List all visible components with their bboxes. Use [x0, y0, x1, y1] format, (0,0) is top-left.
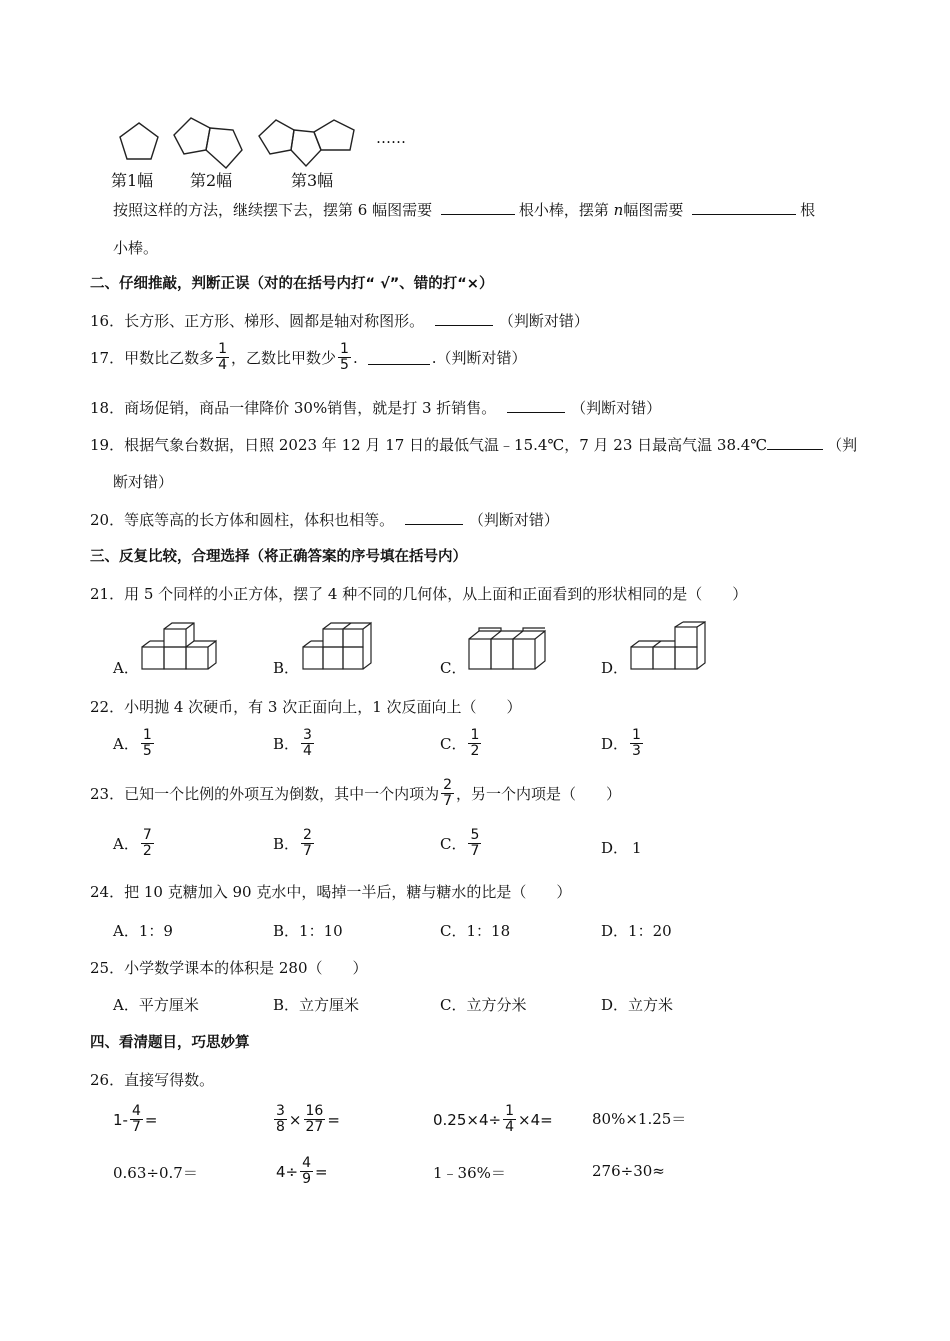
q18-tail: （判断对错）: [571, 399, 662, 417]
q21-option-c-label: C．: [440, 659, 467, 677]
pattern-question-line1: [113, 199, 815, 220]
expr-4: 80%×1.25＝: [592, 1110, 687, 1128]
q21-cube-figure-a: [141, 622, 221, 672]
q22-option-a[interactable]: A． $\frac{1}{5}$: [113, 727, 152, 759]
q16-tail: （判断对错）: [498, 312, 589, 330]
question-23: 23．已知一个比例的外项互为倒数，其中一个内项为 $\frac{2}{7}$ ，另一个内项是（ ）: [90, 777, 622, 809]
q21-cube-figure-c: [468, 627, 563, 677]
question-17: [90, 342, 527, 373]
q17-fraction-1: $\frac{1}{4}$: [218, 341, 228, 373]
q23-option-b[interactable]: B． $\frac{2}{7}$: [273, 827, 312, 859]
q20-tail: （判断对错）: [468, 511, 559, 529]
question-19: [90, 434, 857, 455]
pentagon-figure-3: [256, 112, 371, 172]
q22-option-d[interactable]: D． $\frac{1}{3}$: [601, 727, 641, 759]
pattern-label-3: 第3幅: [291, 171, 334, 190]
pattern-ellipsis: ……: [376, 129, 406, 147]
expr-5: 0.63÷0.7＝: [113, 1164, 198, 1182]
pattern-text-b: 根小棒，摆第: [518, 201, 609, 219]
q20-text: 20．等底等高的长方体和圆柱，体积也相等。: [90, 511, 395, 529]
q18-blank[interactable]: [507, 398, 565, 413]
section-3-title: 三、反复比较，合理选择（将正确答案的序号填在括号内）: [90, 549, 467, 565]
answer-blank-6th[interactable]: [441, 200, 515, 215]
section-4-title: 四、看清题目，巧思妙算: [90, 1035, 250, 1051]
q25-option-b[interactable]: B．立方厘米: [273, 996, 360, 1014]
pattern-text-c: 幅图需要: [623, 201, 684, 219]
q24-option-c[interactable]: C．1：18: [440, 922, 511, 940]
answer-blank-nth[interactable]: [692, 200, 796, 215]
q18-text: 18．商场促销，商品一律降价 30%销售，就是打 3 折销售。: [90, 399, 497, 417]
q24-option-a[interactable]: A．1：9: [113, 922, 173, 940]
question-26: 26．直接写得数。: [90, 1071, 215, 1089]
pentagon-figure-2: [170, 110, 260, 170]
section-2-title: 二、仔细推敲，判断正误（对的在括号内打“ √”、错的打“×）: [90, 276, 494, 292]
q25-option-c[interactable]: C．立方分米: [440, 996, 527, 1014]
q23-option-a[interactable]: A． $\frac{7}{2}$: [113, 827, 152, 859]
q21-option-a-label: A．: [113, 659, 139, 677]
pattern-question-line2: 小棒。: [113, 239, 159, 257]
q23-option-c[interactable]: C． $\frac{5}{7}$: [440, 827, 480, 859]
expr-2: $\frac{3}{8}$ × $\frac{16}{27}$ =: [276, 1103, 340, 1135]
expr-8: 276÷30≈: [592, 1162, 665, 1180]
pattern-text-d: 根: [800, 201, 816, 219]
q17-text-b: ，乙数比甲数少: [231, 349, 337, 367]
q24-option-d[interactable]: D．1：20: [601, 922, 672, 940]
question-20: [90, 509, 559, 530]
q23-option-d[interactable]: D． 1: [601, 839, 642, 857]
q19-blank[interactable]: [767, 435, 823, 450]
expr-6: 4÷ $\frac{4}{9}$ =: [276, 1155, 328, 1187]
pentagon-figure-1: [110, 115, 170, 175]
q21-option-d-label: D．: [601, 659, 629, 677]
question-18: [90, 397, 661, 418]
q16-blank[interactable]: [435, 311, 493, 326]
pattern-label-1: 第1幅: [111, 171, 154, 190]
question-25: 25．小学数学课本的体积是 280（ ）: [90, 959, 368, 977]
expr-1: 1- $\frac{4}{7}$ =: [113, 1103, 158, 1135]
q17-tail: .（判断对错）: [431, 349, 527, 367]
q25-option-d[interactable]: D．立方米: [601, 996, 674, 1014]
q17-blank[interactable]: [368, 350, 430, 365]
q17-text-c: .: [352, 348, 358, 367]
q25-option-a[interactable]: A．平方厘米: [113, 996, 199, 1014]
expr-3: 0.25×4÷ $\frac{1}{4}$ ×4=: [433, 1103, 553, 1135]
q17-fraction-2: $\frac{1}{5}$: [340, 341, 349, 373]
q24-option-b[interactable]: B．1：10: [273, 922, 343, 940]
q21-cube-figure-d: [630, 622, 720, 672]
question-21: 21．用 5 个同样的小正方体，摆了 4 种不同的几何体，从上面和正面看到的形状相同的是（ ）: [90, 585, 748, 603]
expr-7: 1﹣36%＝: [433, 1164, 506, 1182]
q22-option-c[interactable]: C． $\frac{1}{2}$: [440, 727, 480, 759]
q23-fraction: $\frac{2}{7}$: [443, 777, 453, 809]
q19-tail: （判: [827, 436, 858, 454]
q21-cube-figure-b: [302, 622, 382, 672]
pattern-label-2: 第2幅: [190, 171, 233, 190]
pattern-text-a: 按照这样的方法，继续摆下去，摆第 6 幅图需要: [113, 201, 433, 219]
q19-text: 19．根据气象台数据，日照 2023 年 12 月 17 日的最低气温﹣15.4℃，7 月 23 日最高气温 38.4℃: [90, 436, 768, 454]
pattern-text-n: n: [613, 201, 624, 219]
q21-option-b-label: B．: [273, 659, 300, 677]
q22-option-b[interactable]: B． $\frac{3}{4}$: [273, 727, 312, 759]
question-24: 24．把 10 克糖加入 90 克水中，喝掉一半后，糖与糖水的比是（ ）: [90, 883, 572, 901]
question-19-line2: 断对错）: [113, 473, 174, 491]
q16-text: 16．长方形、正方形、梯形、圆都是轴对称图形。: [90, 312, 425, 330]
q17-text-a: 17．甲数比乙数多: [90, 349, 215, 367]
q20-blank[interactable]: [405, 510, 463, 525]
question-22: 22．小明抛 4 次硬币，有 3 次正面向上，1 次反面向上（ ）: [90, 698, 522, 716]
question-16: [90, 310, 589, 331]
